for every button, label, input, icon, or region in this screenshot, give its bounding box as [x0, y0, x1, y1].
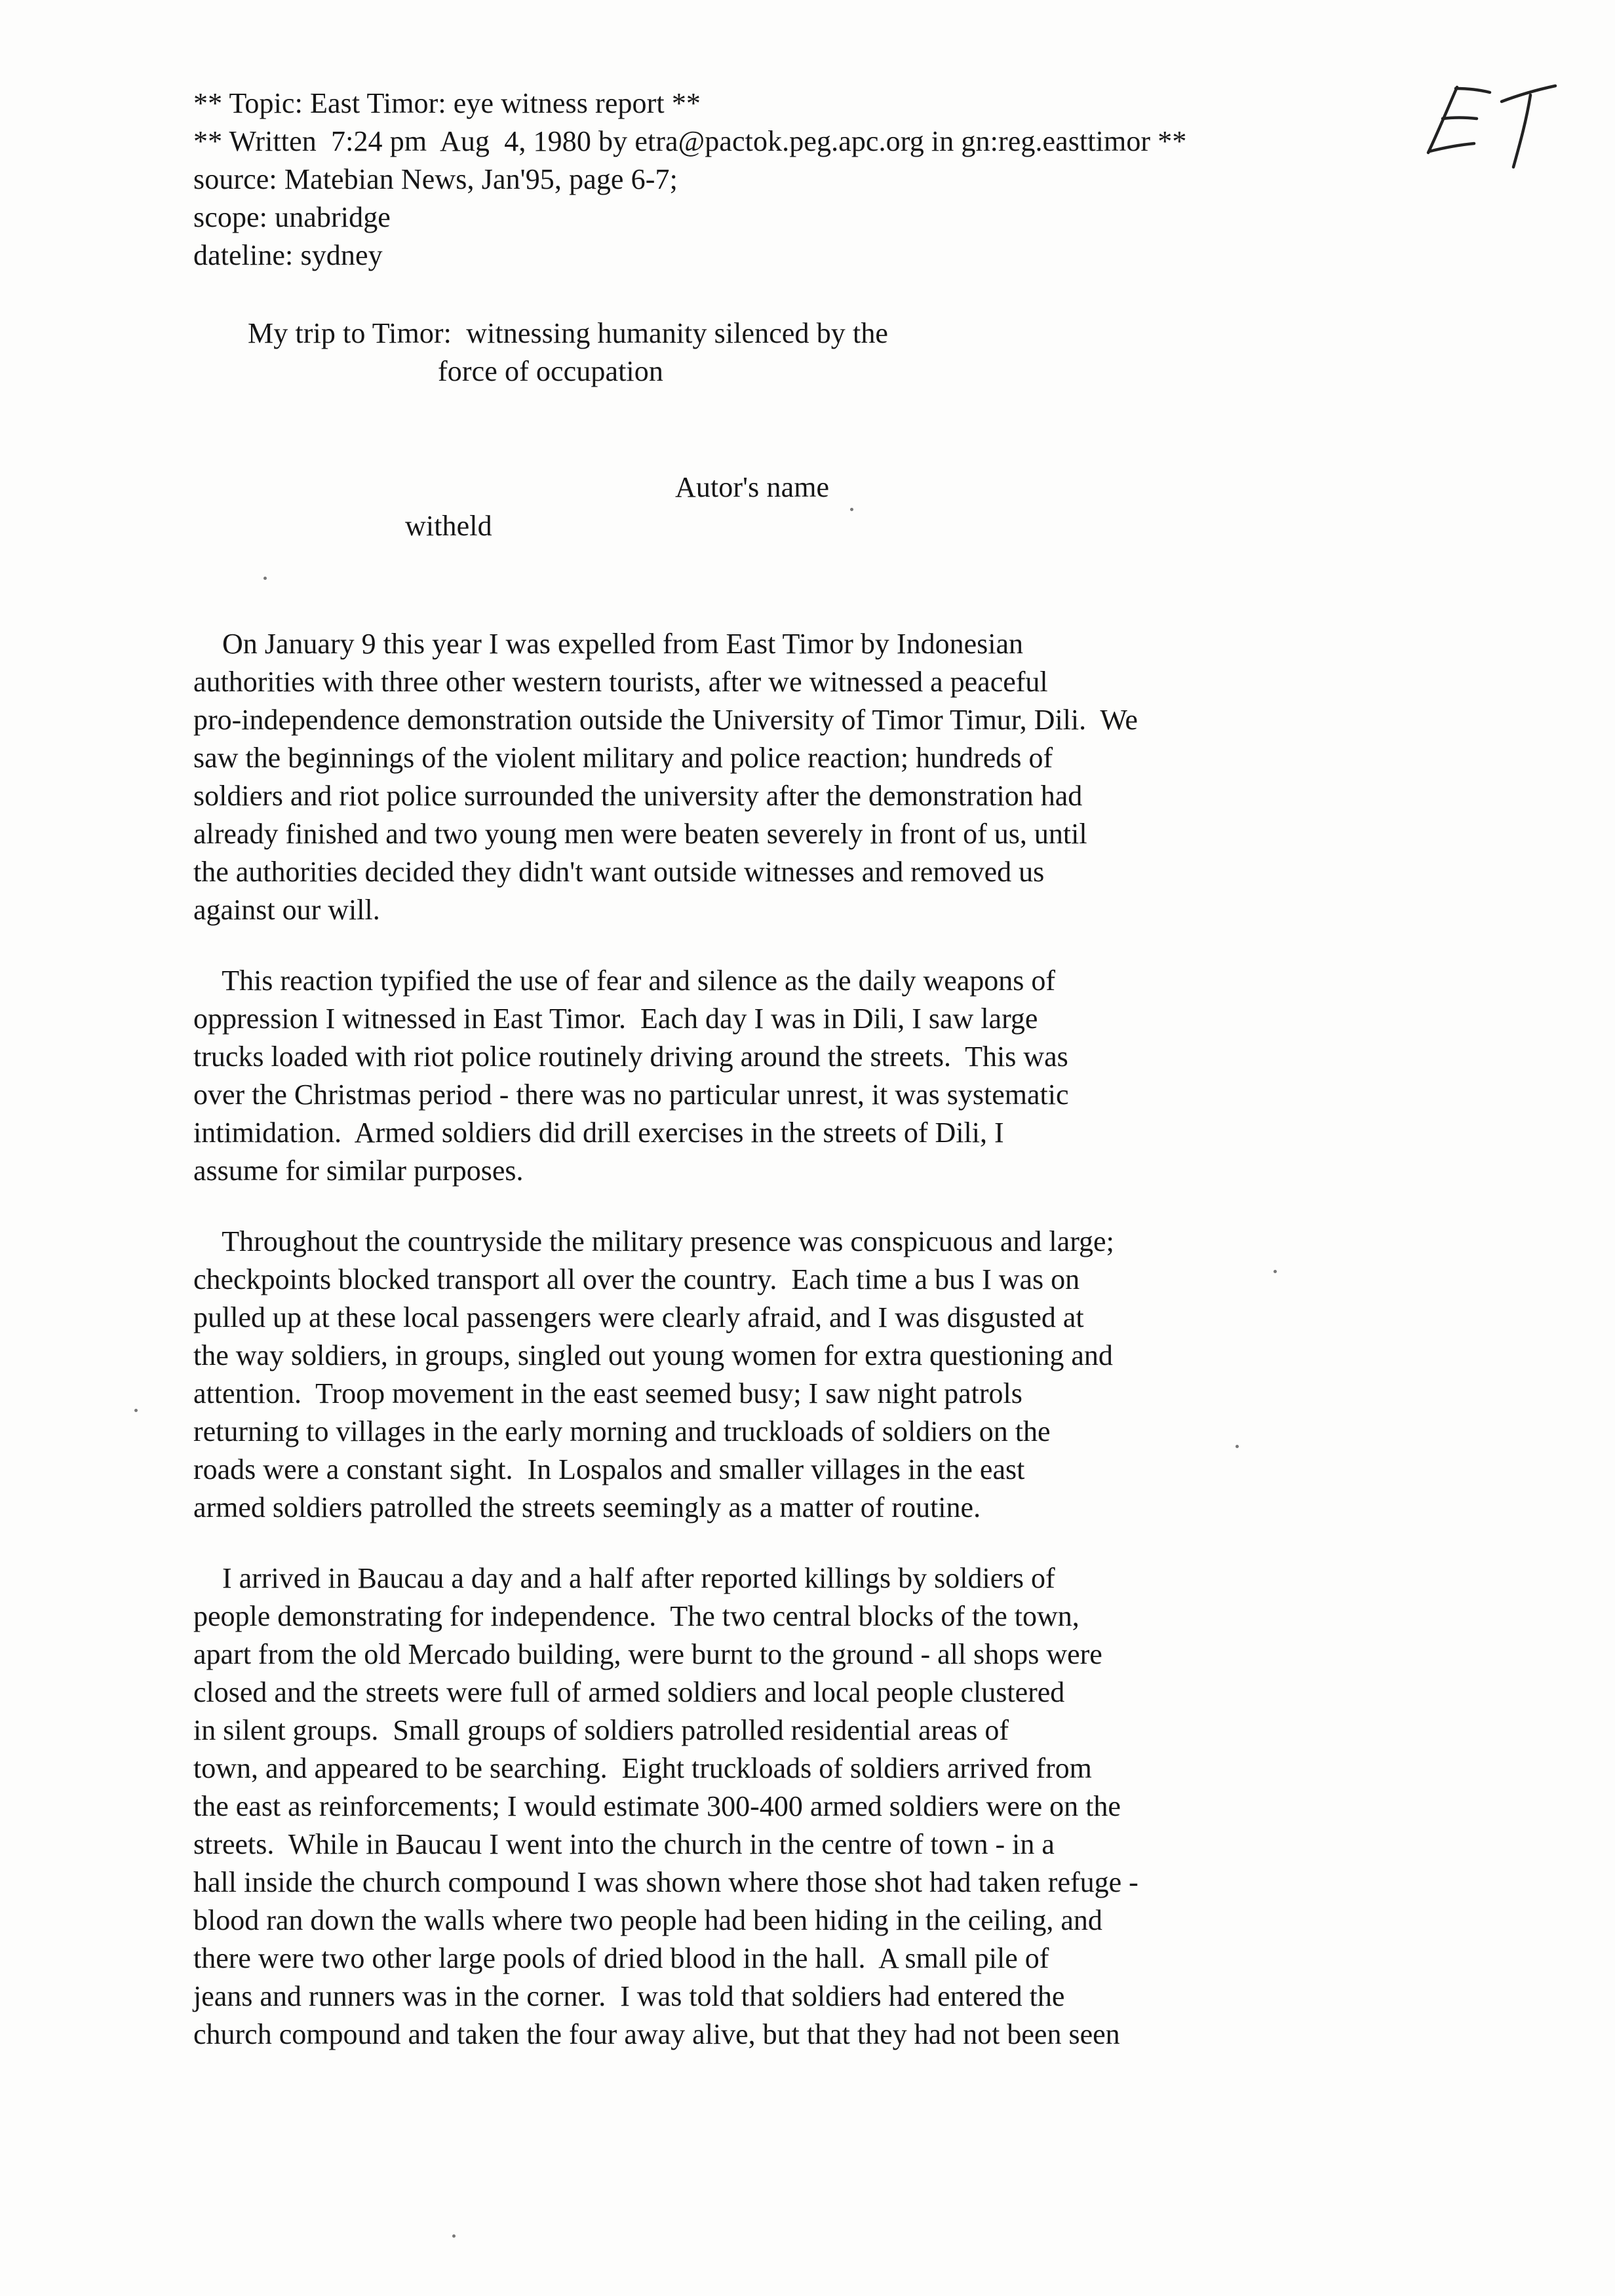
paragraph-line: returning to villages in the early morning and truckloads of soldiers on the [193, 1415, 1051, 1447]
handwritten-e-mark [1430, 144, 1474, 151]
paragraph-line: Throughout the countryside the military presence was conspicuous and large; [193, 1225, 1114, 1257]
handwritten-e-mark [1456, 88, 1490, 92]
scan-speck [1236, 1445, 1239, 1448]
paragraph-line: closed and the streets were full of armed soldiers and local people clustered [193, 1676, 1065, 1708]
paragraph-line: pro-independence demonstration outside the University of Timor Timur, Dili. We [193, 704, 1138, 736]
paragraph-line: checkpoints blocked transport all over the country. Each time a bus I was on [193, 1263, 1080, 1295]
paragraph-line: oppression I witnessed in East Timor. Each day I was in Dili, I saw large [193, 1003, 1038, 1035]
paragraph-line: the authorities decided they didn't want outside witnesses and removed us [193, 856, 1045, 888]
paragraph-line: apart from the old Mercado building, were burnt to the ground - all shops were [193, 1638, 1102, 1670]
paragraph-line: soldiers and riot police surrounded the university after the demonstration had [193, 780, 1083, 812]
author-label: Autor's name [675, 471, 830, 503]
paragraph-line: intimidation. Armed soldiers did drill exercises in the streets of Dili, I [193, 1117, 1004, 1149]
paragraph-line: roads were a constant sight. In Lospalos and smaller villages in the east [193, 1453, 1025, 1485]
paragraph-2 [193, 962, 1491, 1190]
scan-speck [850, 508, 853, 511]
paragraph-line: church compound and taken the four away alive, but that they had not been seen [193, 2018, 1120, 2050]
article-title-line-2: force of occupation [438, 355, 663, 387]
paragraph-3 [193, 1223, 1491, 1527]
paragraph-line: blood ran down the walls where two people had been hiding in the ceiling, and [193, 1904, 1102, 1936]
scan-speck [134, 1409, 138, 1412]
paragraph-line: against our will. [193, 894, 380, 926]
paragraph-line: armed soldiers patrolled the streets seemingly as a matter of routine. [193, 1491, 981, 1523]
paragraph-line: the way soldiers, in groups, singled out young women for extra questioning and [193, 1339, 1113, 1371]
paragraph-line: town, and appeared to be searching. Eight truckloads of soldiers arrived from [193, 1752, 1092, 1784]
header-dateline: dateline: sydney [193, 239, 383, 271]
paragraph-line: pulled up at these local passengers were clearly afraid, and I was disgusted at [193, 1301, 1084, 1333]
paragraph-line: people demonstrating for independence. The two central blocks of the town, [193, 1600, 1080, 1632]
paragraph-1 [193, 625, 1491, 929]
scan-speck [263, 577, 267, 580]
handwritten-t-mark [1513, 95, 1530, 167]
paragraph-line: jeans and runners was in the corner. I was told that soldiers had entered the [193, 1980, 1065, 2012]
paragraph-line: assume for similar purposes. [193, 1155, 524, 1187]
paragraph-line: This reaction typified the use of fear and silence as the daily weapons of [193, 965, 1056, 997]
paragraph-line: On January 9 this year I was expelled from East Timor by Indonesian [193, 628, 1023, 660]
paragraph-line: there were two other large pools of dried blood in the hall. A small pile of [193, 1942, 1049, 1974]
paragraph-line: authorities with three other western tourists, after we witnessed a peaceful [193, 666, 1048, 698]
paragraph-line: in silent groups. Small groups of soldiers patrolled residential areas of [193, 1714, 1009, 1746]
paragraph-4 [193, 1559, 1491, 2054]
paragraph-line: already finished and two young men were beaten severely in front of us, until [193, 818, 1087, 850]
header-written: ** Written 7:24 pm Aug 4, 1980 by etra@pactok.peg.apc.org in gn:reg.easttimor ** [193, 125, 1187, 157]
header-scope: scope: unabridge [193, 201, 391, 233]
paragraph-line: over the Christmas period - there was no particular unrest, it was systematic [193, 1079, 1069, 1111]
header-topic: ** Topic: East Timor: eye witness report ** [193, 87, 701, 119]
article-title-line-1: My trip to Timor: witnessing humanity silenced by the [248, 317, 889, 349]
paragraph-line: hall inside the church compound I was shown where those shot had taken refuge - [193, 1866, 1138, 1898]
paragraph-line: attention. Troop movement in the east seemed busy; I saw night patrols [193, 1377, 1022, 1409]
paragraph-line: saw the beginnings of the violent military and police reaction; hundreds of [193, 742, 1053, 774]
scan-speck [452, 2234, 456, 2238]
paragraph-line: I arrived in Baucau a day and a half after reported killings by soldiers of [193, 1562, 1055, 1594]
paragraph-line: the east as reinforcements; I would estimate 300-400 armed soldiers were on the [193, 1790, 1121, 1822]
handwritten-e-mark [1443, 118, 1477, 119]
scan-speck [1274, 1270, 1277, 1273]
paragraph-line: trucks loaded with riot police routinely driving around the streets. This was [193, 1041, 1068, 1073]
header-source: source: Matebian News, Jan'95, page 6-7; [193, 163, 678, 195]
author-status: witheld [405, 510, 492, 542]
handwritten-annotation [1419, 75, 1563, 174]
paragraph-line: streets. While in Baucau I went into the church in the centre of town - in a [193, 1828, 1055, 1860]
